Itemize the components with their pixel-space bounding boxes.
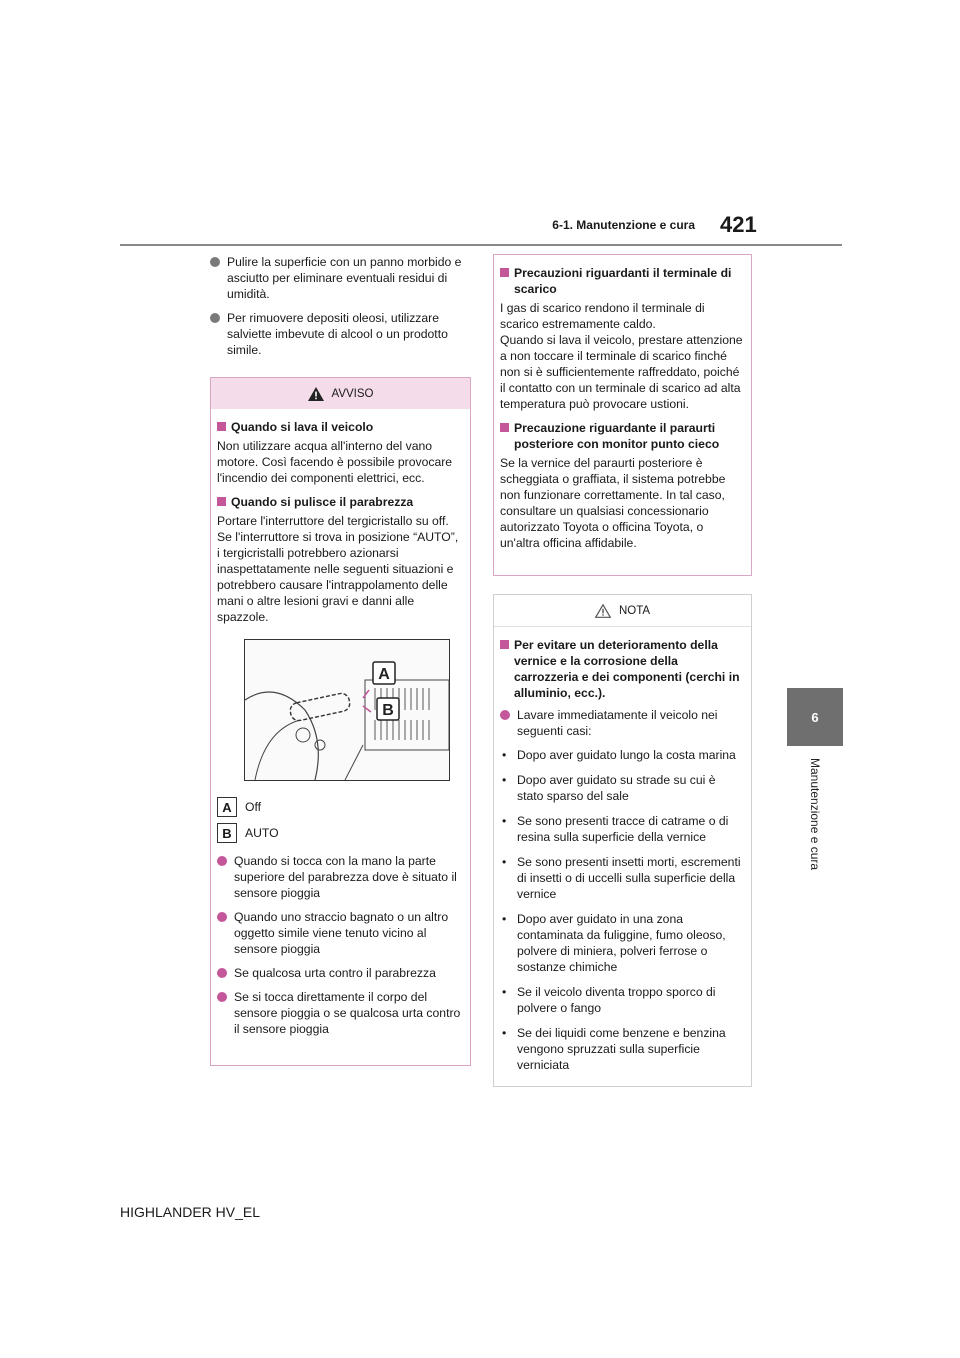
list-item: • Dopo aver guidato su strade su cui è stato sparso del sale xyxy=(502,773,716,803)
label-b-badge: B xyxy=(217,823,237,843)
bullet-icon xyxy=(217,968,227,978)
list-item: Quando uno straccio bagnato o un altro oggetto simile viene tenuto vicino al sensore pioggia xyxy=(217,909,462,957)
bullet-icon xyxy=(210,313,220,323)
section-heading: Precauzioni riguardanti il terminale di scarico xyxy=(500,265,743,297)
paragraph: Se la vernice del paraurti posteriore è scheggiata o graffiata, il sistema potrebbe non funzionare correttamente. In tal caso, consultare un qualsiasi concessionario autorizzato Toyota o officina Toyota, o un'altra officina affidabile. xyxy=(500,456,726,550)
square-bullet-icon xyxy=(500,640,509,649)
chapter-side-label xyxy=(787,752,843,912)
square-bullet-icon xyxy=(217,497,226,506)
bullet-icon xyxy=(217,992,227,1002)
footer-model: HIGHLANDER HV_EL xyxy=(120,1204,261,1220)
section-heading: Per evitare un deterioramento della vernice e la corrosione della carrozzeria e dei componenti (cerchi in alluminio, ecc.). xyxy=(500,637,743,701)
list-item: • Dopo aver guidato lungo la costa marina xyxy=(502,748,736,762)
bullet-icon xyxy=(217,856,227,866)
label-b-text: AUTO xyxy=(245,826,279,840)
list-item: • Se il veicolo diventa troppo sporco di polvere o fango xyxy=(502,985,716,1015)
header-rule xyxy=(120,244,842,246)
nota-box xyxy=(493,594,752,1087)
list-item: • Se sono presenti tracce di catrame o di resina sulla superficie della vernice xyxy=(502,814,729,844)
list-item: Quando si tocca con la mano la parte superiore del parabrezza dove è situato il sensore pioggia xyxy=(217,853,462,901)
bullet-icon xyxy=(500,710,510,720)
section-heading: Quando si lava il veicolo xyxy=(217,419,462,435)
warning-continuation-box xyxy=(493,254,752,576)
svg-text:B: B xyxy=(382,702,394,719)
caution-triangle-icon xyxy=(595,604,611,618)
page-number: 421 xyxy=(720,212,757,237)
bullet-icon xyxy=(210,257,220,267)
list-item: • Dopo aver guidato in una zona contaminata da fuliggine, fumo oleoso, polvere di miniera, polveri ferrose o sostanze chimiche xyxy=(502,912,726,974)
label-b-row xyxy=(217,823,462,843)
nota-box-header xyxy=(494,595,751,627)
svg-text:A: A xyxy=(378,666,390,683)
paragraph: I gas di scarico rendono il terminale di scarico estremamente caldo. xyxy=(500,301,705,331)
warning-box xyxy=(210,377,471,1066)
square-bullet-icon xyxy=(217,422,226,431)
chapter-tab-number: 6 xyxy=(787,688,843,746)
wiper-switch-figure xyxy=(244,639,450,781)
label-a-text: Off xyxy=(245,800,262,814)
label-a-row xyxy=(217,797,462,817)
list-item: Per rimuovere depositi oleosi, utilizzare salviette imbevute di alcool o un prodotto simile. xyxy=(210,310,472,358)
list-item: • Se dei liquidi come benzene e benzina vengono spruzzati sulla superficie verniciata xyxy=(502,1026,726,1072)
section-heading: Precauzione riguardante il paraurti posteriore con monitor punto cieco xyxy=(500,420,743,452)
square-bullet-icon xyxy=(500,268,509,277)
label-a-badge: A xyxy=(217,797,237,817)
paragraph: Portare l'interruttore del tergicristallo su off. xyxy=(217,514,449,528)
paragraph: Non utilizzare acqua all'interno del vano motore. Così facendo è possibile provocare l'incendio dei componenti elettrici, ecc. xyxy=(217,439,453,485)
chapter-title: Manutenzione e cura xyxy=(808,758,822,871)
warning-box-title: AVVISO xyxy=(331,387,374,400)
paragraph: Se l'interruttore si trova in posizione “AUTO”, i tergicristalli potrebbero azionarsi inaspettatamente nelle seguenti situazioni e potrebbero causare l'intrappolamento delle mani o altre lesioni gravi e danni alle spazzole. xyxy=(217,530,459,624)
list-item: Lavare immediatamente il veicolo nei seguenti casi: xyxy=(500,707,743,739)
section-heading: Quando si pulisce il parabrezza xyxy=(217,494,462,510)
nota-box-title: NOTA xyxy=(618,604,651,617)
list-item: Pulire la superficie con un panno morbido e asciutto per eliminare eventuali residui di umidità. xyxy=(210,254,472,302)
header-section-title: 6-1. Manutenzione e cura xyxy=(552,218,695,232)
list-item: Se si tocca direttamente il corpo del sensore pioggia o se qualcosa urta contro il sensore pioggia xyxy=(217,989,462,1037)
warning-box-header xyxy=(211,378,470,409)
intro-bullets xyxy=(210,254,472,366)
warning-triangle-icon xyxy=(308,387,324,401)
list-item: • Se sono presenti insetti morti, escrementi di insetti o di uccelli sulla superficie della vernice xyxy=(502,855,741,901)
square-bullet-icon xyxy=(500,423,509,432)
list-item: Se qualcosa urta contro il parabrezza xyxy=(217,965,462,981)
paragraph: Quando si lava il veicolo, prestare attenzione a non toccare il terminale di scarico finché non si è sufficientemente raffreddato, poiché il contatto con un terminale di scarico ad alta temperatura può provocare ustioni. xyxy=(500,333,743,411)
bullet-icon xyxy=(217,912,227,922)
